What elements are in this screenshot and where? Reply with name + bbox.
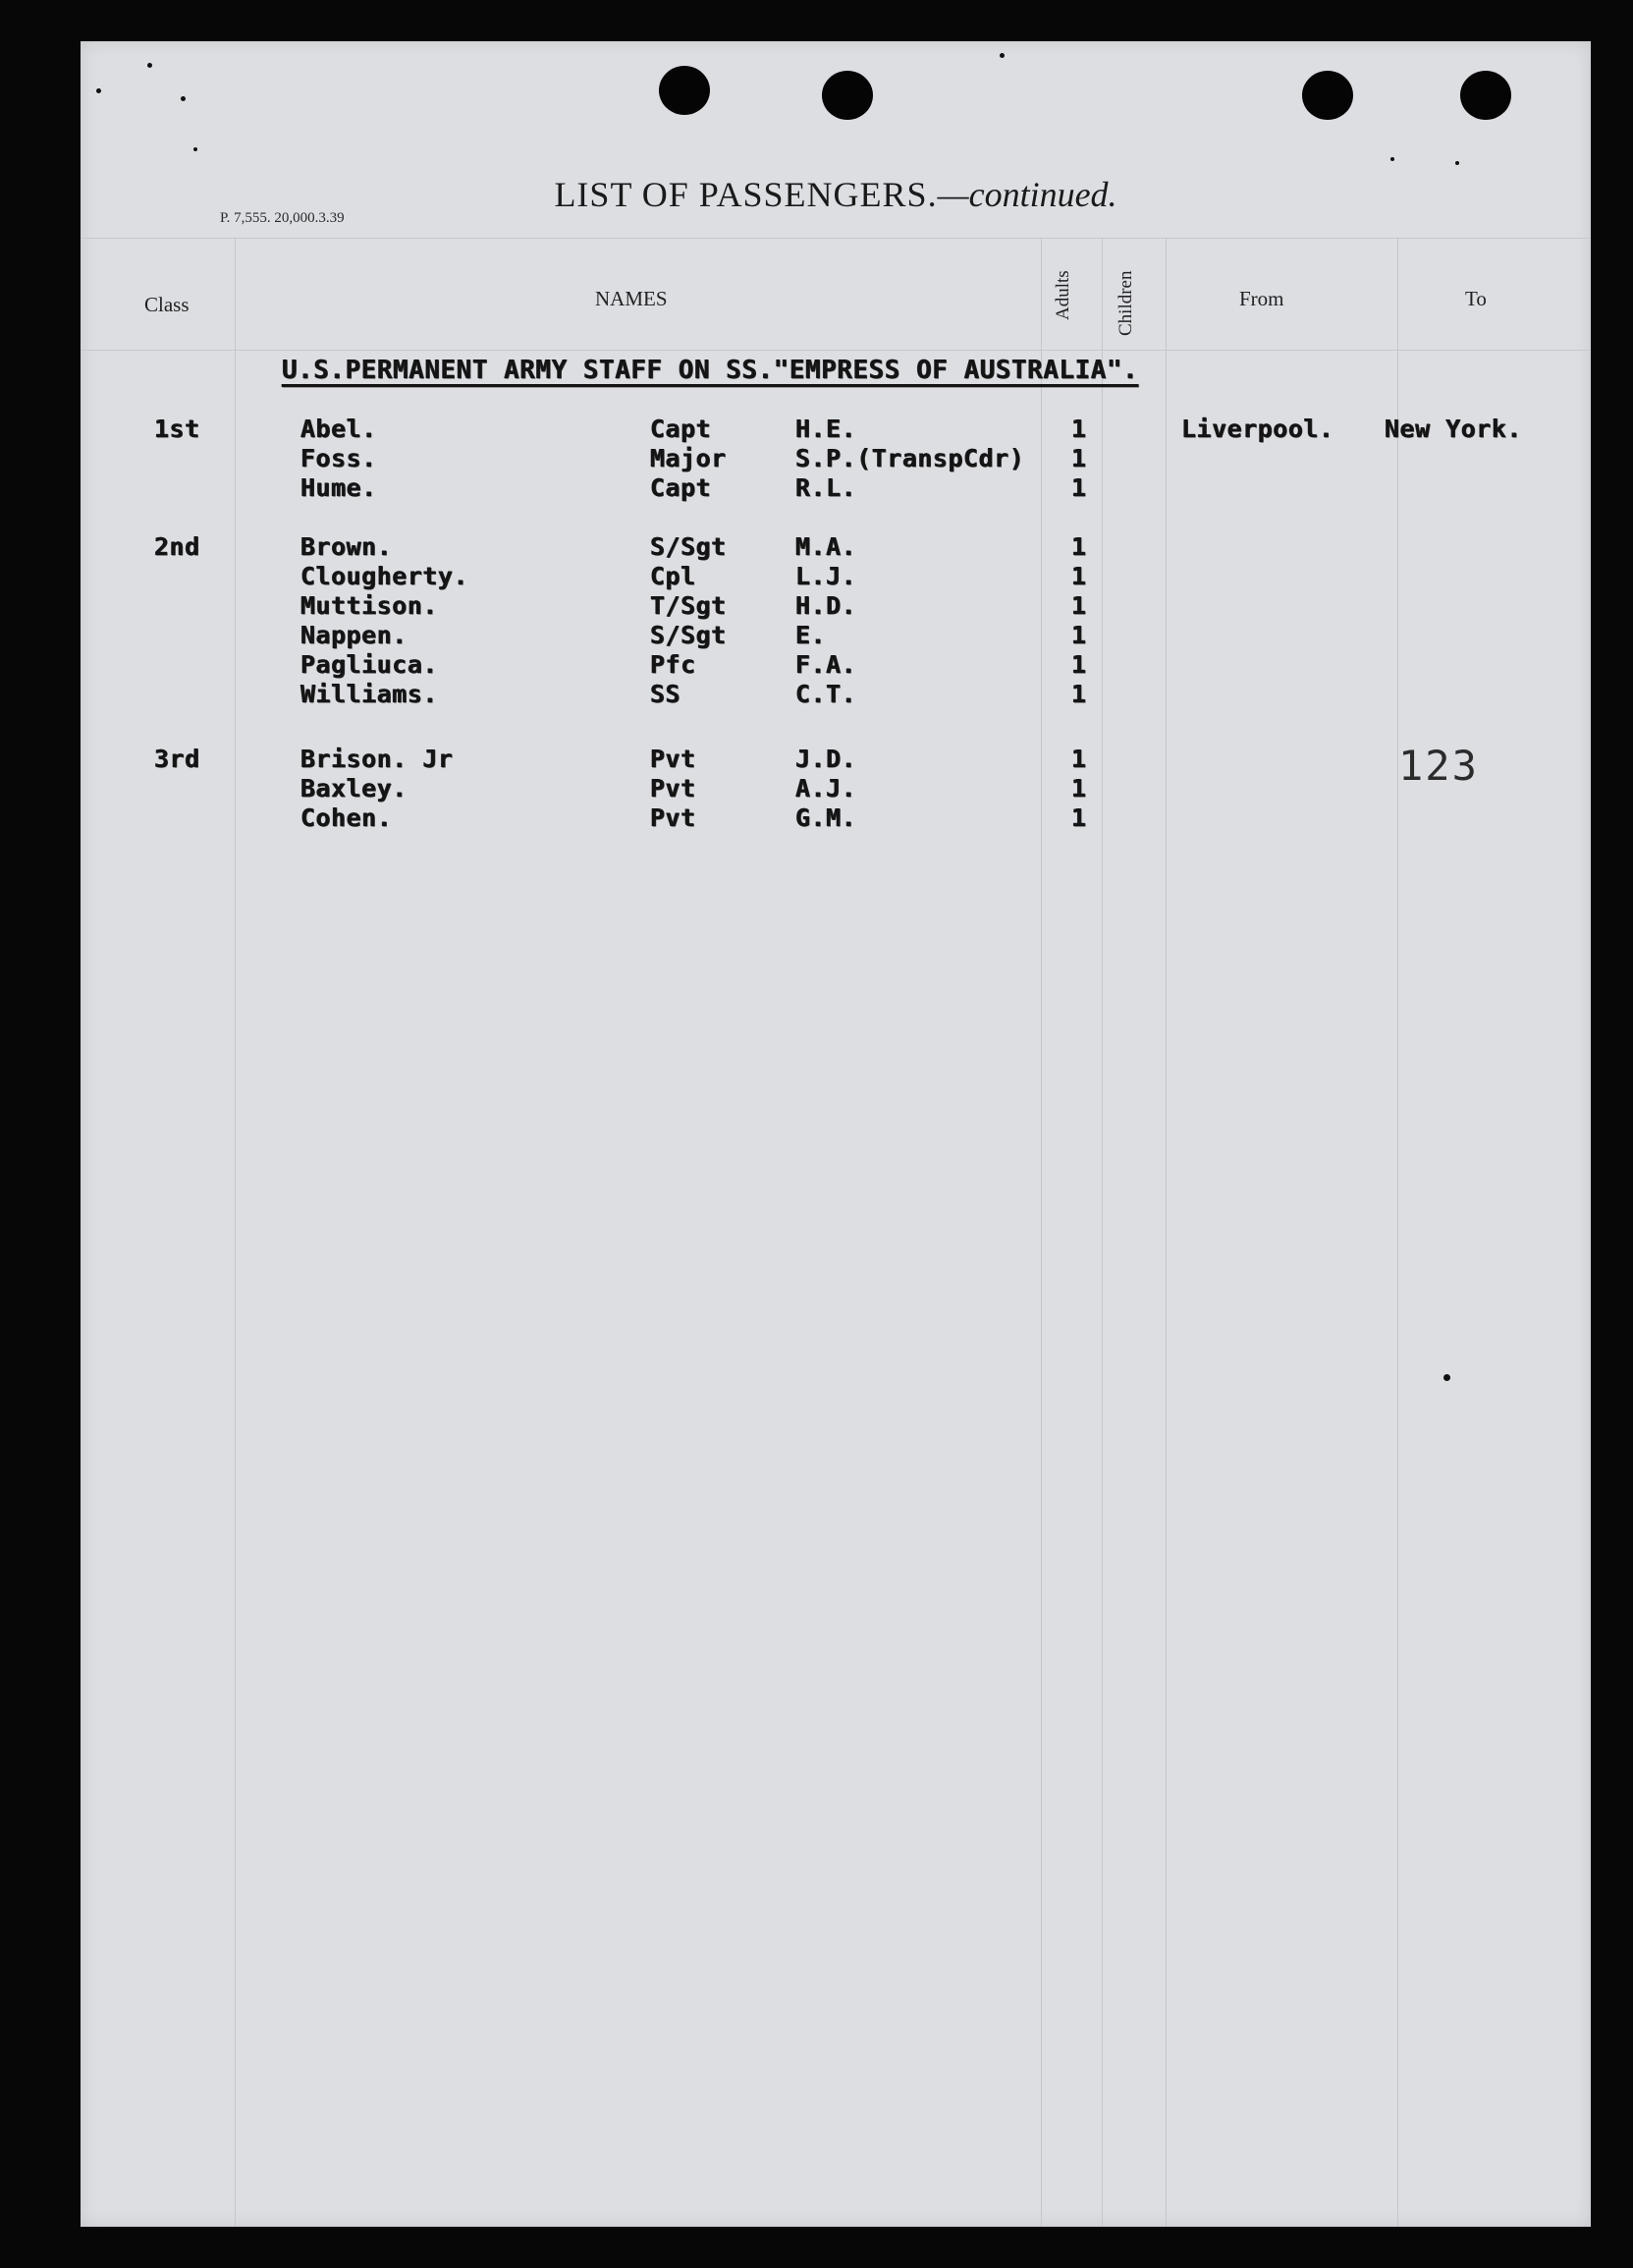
passenger-name: Brison. Jr xyxy=(300,745,454,773)
header-top-rule xyxy=(81,238,1591,239)
ink-speck xyxy=(1455,161,1459,165)
ink-speck xyxy=(96,88,101,93)
column-divider xyxy=(1166,238,1167,2227)
title-continued: —continued. xyxy=(937,175,1117,214)
passenger-initials: S.P.(TranspCdr) xyxy=(795,444,1025,472)
passenger-name: Brown. xyxy=(300,532,393,561)
passenger-initials: F.A. xyxy=(795,650,857,679)
adults-count: 1 xyxy=(1071,774,1087,802)
passenger-initials: A.J. xyxy=(795,774,857,802)
column-divider xyxy=(1102,238,1103,2227)
passenger-initials: R.L. xyxy=(795,473,857,502)
column-header-children: Children xyxy=(1116,270,1136,336)
passenger-name: Foss. xyxy=(300,444,377,472)
passenger-name: Pagliuca. xyxy=(300,650,438,679)
column-header-names: NAMES xyxy=(595,287,668,310)
column-header-class: Class xyxy=(144,293,190,316)
passenger-name: Muttison. xyxy=(300,591,438,620)
adults-count: 1 xyxy=(1071,680,1087,708)
adults-count: 1 xyxy=(1071,532,1087,561)
passenger-initials: H.E. xyxy=(795,415,857,443)
passenger-name: Hume. xyxy=(300,473,377,502)
punch-hole xyxy=(822,71,873,120)
title-main: LIST OF PASSENGERS. xyxy=(554,175,938,214)
passenger-name: Baxley. xyxy=(300,774,408,802)
adults-count: 1 xyxy=(1071,745,1087,773)
passenger-rank: Pvt xyxy=(650,774,696,802)
column-divider xyxy=(1041,238,1042,2227)
page-title xyxy=(81,174,1591,215)
punch-hole xyxy=(1302,71,1353,120)
ink-speck xyxy=(1000,53,1005,58)
passenger-rank: SS xyxy=(650,680,681,708)
ink-speck xyxy=(193,147,197,151)
passenger-rank: Pvt xyxy=(650,745,696,773)
passenger-rank: Pvt xyxy=(650,803,696,832)
passenger-rank: S/Sgt xyxy=(650,621,727,649)
header-bottom-rule xyxy=(81,350,1591,351)
punch-hole xyxy=(659,66,710,115)
passenger-rank: Capt xyxy=(650,415,712,443)
adults-count: 1 xyxy=(1071,415,1087,443)
ink-speck xyxy=(147,63,152,68)
class-label-3rd: 3rd xyxy=(154,745,200,773)
class-label-2nd: 2nd xyxy=(154,532,200,561)
passenger-rank: Capt xyxy=(650,473,712,502)
column-divider xyxy=(235,238,236,2227)
column-header-to: To xyxy=(1465,287,1487,310)
passenger-rank: Major xyxy=(650,444,727,472)
adults-count: 1 xyxy=(1071,621,1087,649)
passenger-name: Nappen. xyxy=(300,621,408,649)
ink-speck xyxy=(181,96,186,101)
ink-speck xyxy=(1443,1374,1450,1381)
passenger-rank: Cpl xyxy=(650,562,696,590)
column-header-from: From xyxy=(1239,287,1284,310)
adults-count: 1 xyxy=(1071,473,1087,502)
passenger-rank: Pfc xyxy=(650,650,696,679)
adults-count: 1 xyxy=(1071,803,1087,832)
manifest-heading: U.S.PERMANENT ARMY STAFF ON SS."EMPRESS OF AUSTRALIA". xyxy=(282,356,1139,385)
adults-count: 1 xyxy=(1071,591,1087,620)
form-number: P. 7,555. 20,000.3.39 xyxy=(220,210,345,226)
passenger-rank: S/Sgt xyxy=(650,532,727,561)
port-from: Liverpool. xyxy=(1181,415,1334,443)
passenger-initials: E. xyxy=(795,621,827,649)
passenger-initials: G.M. xyxy=(795,803,857,832)
class-label-1st: 1st xyxy=(154,415,200,443)
passenger-initials: L.J. xyxy=(795,562,857,590)
passenger-initials: C.T. xyxy=(795,680,857,708)
passenger-rank: T/Sgt xyxy=(650,591,727,620)
column-header-adults: Adults xyxy=(1053,270,1073,320)
adults-count: 1 xyxy=(1071,562,1087,590)
passenger-initials: H.D. xyxy=(795,591,857,620)
punch-hole xyxy=(1460,71,1511,120)
passenger-initials: M.A. xyxy=(795,532,857,561)
passenger-name: Abel. xyxy=(300,415,377,443)
ink-speck xyxy=(1390,157,1394,161)
passenger-name: Williams. xyxy=(300,680,438,708)
passenger-list-sheet xyxy=(81,41,1591,2227)
port-to: New York. xyxy=(1385,415,1522,443)
stamped-page-number: 123 xyxy=(1398,742,1479,790)
adults-count: 1 xyxy=(1071,444,1087,472)
passenger-name: Cohen. xyxy=(300,803,393,832)
passenger-name: Clougherty. xyxy=(300,562,469,590)
adults-count: 1 xyxy=(1071,650,1087,679)
column-divider xyxy=(1397,238,1398,2227)
passenger-initials: J.D. xyxy=(795,745,857,773)
